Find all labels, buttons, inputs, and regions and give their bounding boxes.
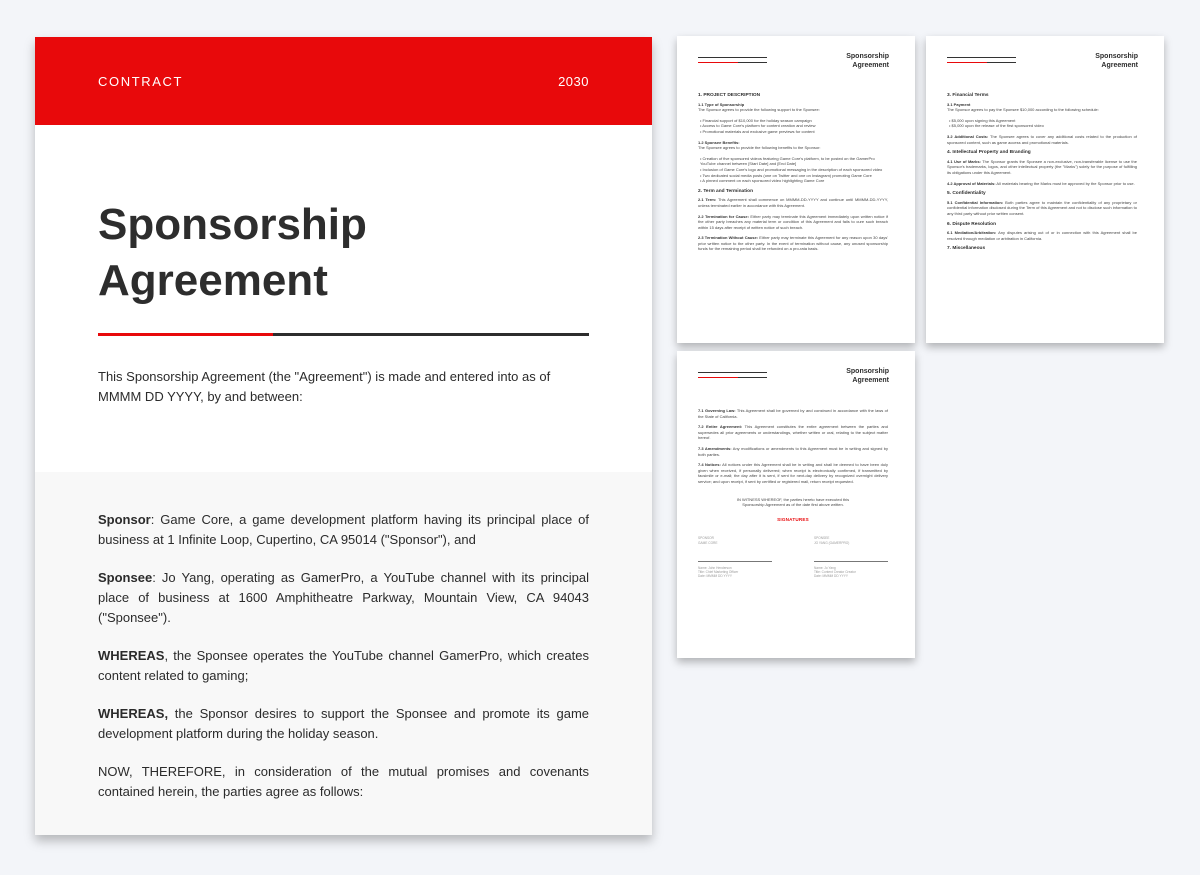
section-heading: 6. Dispute Resolution — [947, 221, 997, 227]
header-title-line-2: Agreement — [852, 62, 889, 69]
sponsee-text: : Jo Yang, operating as GamerPro, a YouTube channel with its principal place of business at 1600 Amphitheatre Parkway, Mountain View, CA 94043 ("Sponsee"). — [98, 570, 589, 625]
header-line-accent — [698, 62, 767, 63]
subsection-title: 1.1 Type of Sponsorship — [698, 101, 745, 107]
clause: 4.1 Use of Marks: The Sponsor grants the Sponsee a non-exclusive, non-transferable license to use the Sponsor's trademarks, logos, and other intellectual property (the "Marks") solely for the purpose of fulfilling its obligations under this Agreement. — [947, 158, 1137, 175]
whereas-text-1: , the Sponsee operates the YouTube channel GamerPro, which creates content related to gaming; — [98, 648, 589, 683]
header-line-dark — [698, 57, 767, 58]
sponsee-signature — [814, 536, 888, 578]
signature-block — [698, 536, 888, 578]
clause: 3.2 Additional Costs: The Sponsee agrees to cover any additional costs related to the production of sponsored content, such as game access and promotional materials. — [947, 133, 1137, 145]
signer-title: Title: Chief Marketing Officer — [698, 569, 739, 574]
sponsor-paragraph — [98, 510, 589, 550]
list-item: • $5,000 upon the release of the first sponsored video — [949, 123, 1044, 129]
page-body — [698, 93, 888, 252]
clause: 5.1 Confidential Information: Both parties agree to maintain the confidentiality of any proprietary or confidential information disclosed during the Term of this Agreement and not to disclose such information to any third party without prior written consent. — [947, 199, 1137, 216]
signer-name: Name: John Henderson — [698, 565, 732, 570]
section-heading: 5. Confidentiality — [947, 191, 986, 197]
preview-page-1 — [677, 36, 915, 343]
signature-line — [814, 561, 888, 562]
subsection-title: 1.2 Sponsee Benefits: — [698, 139, 740, 145]
signer-party: JO YANG (GAMERPRO) — [814, 540, 850, 545]
section-heading: 3. Financial Terms — [947, 93, 989, 98]
whereas-paragraph-2 — [98, 704, 589, 744]
intro-paragraph: This Sponsorship Agreement (the "Agreement") is made and entered into as of MMMM DD YYYY, by and between: — [98, 369, 551, 404]
header-band — [35, 37, 652, 125]
divider-accent — [98, 333, 273, 336]
header-line-dark — [698, 372, 767, 373]
title-divider — [98, 333, 589, 336]
sponsor-text: : Game Core, a game development platform having its principal place of business at 1 Infinite Loop, Cupertino, CA 95014 ("Sponsor"), and — [98, 512, 589, 547]
header-title-line-1: Sponsorship — [846, 53, 889, 60]
sponsor-signature — [698, 536, 772, 578]
subsection-title: 3.1 Payment — [947, 101, 971, 107]
list-item: • Access to Game Core's platform for content creation and review — [700, 123, 816, 129]
preview-page-3 — [677, 351, 915, 658]
title-line-1: Sponsorship — [98, 200, 367, 249]
clause: 2.2 Termination for Cause: Either party may terminate this Agreement immediately upon written notice if the other party breaches any material term or condition of this Agreement and fails to cure such breach within 15 days after receipt of written notice of such breach. — [698, 213, 888, 230]
clause: 4.2 Approval of Materials: All materials bearing the Marks must be approved by the Sponsor prior to use. — [947, 180, 1135, 186]
header-title-line-1: Sponsorship — [1095, 53, 1138, 60]
clause: 2.3 Termination Without Cause: Either party may terminate this Agreement for any reason upon 30 days' prior written notice to the other party. In the event of termination without cause, any unused sponsorship funds for the remaining period shall be refunded on a pro-rata basis. — [698, 235, 888, 252]
parties-section — [35, 472, 652, 835]
section-heading: 7. Miscellaneous — [947, 246, 986, 252]
subsection-text: The Sponsor agrees to provide the following support to the Sponsee: — [698, 107, 820, 113]
header-title — [1095, 52, 1138, 70]
band-label: CONTRACT — [98, 73, 184, 89]
page-body — [947, 93, 1137, 255]
page-body — [698, 408, 888, 578]
whereas-label-2: WHEREAS, — [98, 706, 169, 721]
clause: 7.3 Amendments: Any modifications or amendments to this Agreement must be in writing and signed by both parties. — [698, 445, 888, 457]
list-item: • $5,000 upon signing this Agreement — [949, 117, 1016, 123]
clause: 2.1 Term: This Agreement shall commence on MMMM-DD-YYYY and continue until MMMM-DD-YYYY, unless terminated earlier in accordance with this Agreement. — [698, 197, 888, 208]
list-item: • Financial support of $10,000 for the holiday season campaign — [700, 117, 812, 123]
band-year: 2030 — [558, 73, 589, 89]
signer-title: Title: Content Creator Creator — [814, 569, 856, 574]
therefore-paragraph: NOW, THEREFORE, in consideration of the mutual promises and covenants contained herein, the parties agree as follows: — [98, 764, 589, 799]
whereas-label-1: WHEREAS — [98, 648, 165, 663]
signer-party: GAME CORE — [698, 540, 718, 545]
list-item: • Creation of five sponsored videos featuring Game Core's platform, to be posted on the GamerPro YouTube channel between [Start Date] and [End Date] — [700, 155, 875, 167]
signatures-heading: SIGNATURES — [777, 516, 809, 522]
header-title-line-1: Sponsorship — [846, 368, 889, 375]
signer-date: Date: MMMM DD YYYY — [698, 573, 732, 578]
subsection-text: The Sponsor agrees to pay the Sponsee $10,000 according to the following schedule: — [947, 107, 1099, 113]
header-line-dark — [947, 57, 1016, 58]
section-heading: 4. Intellectual Property and Branding — [947, 150, 1031, 156]
section-heading: 1. PROJECT DESCRIPTION — [698, 93, 761, 98]
page-title — [98, 197, 548, 309]
clause: 7.1 Governing Law: This Agreement shall be governed by and construed in accordance with the laws of the State of California. — [698, 408, 888, 419]
list-item: • Inclusion of Game Core's logo and promotional messaging in the description of each sponsored video — [700, 166, 883, 172]
header-line-accent — [698, 377, 767, 378]
signer-date: Date: MMMM DD YYYY — [814, 573, 848, 578]
cover-page — [35, 37, 652, 835]
header-title-line-2: Agreement — [1101, 62, 1138, 69]
title-line-2: Agreement — [98, 256, 328, 305]
list-item: • Two dedicated social media posts (one on Twitter and one on Instagram) promoting Game Core — [700, 172, 872, 178]
header-title — [846, 52, 889, 70]
header-title-line-2: Agreement — [852, 377, 889, 384]
signer-name: Name: Jo Yang — [814, 565, 836, 570]
sponsee-paragraph — [98, 568, 589, 628]
list-item: • Promotional materials and exclusive game previews for content — [700, 128, 815, 134]
page-header — [926, 36, 1164, 78]
subsection-text: The Sponsee agrees to provide the following benefits to the Sponsor: — [698, 145, 821, 151]
page-header — [677, 36, 915, 78]
clause: 6.1 Mediation/Arbitration: Any disputes arising out of or in connection with this Agreement shall be resolved through mediation or arbitration in California. — [947, 230, 1137, 241]
preview-page-2 — [926, 36, 1164, 343]
signer-role: SPONSOR — [698, 536, 714, 541]
section-heading: 2. Term and Termination — [698, 188, 753, 194]
list-item: • A pinned comment on each sponsored video highlighting Game Core — [700, 178, 825, 184]
sponsee-label: Sponsee — [98, 570, 153, 585]
clause: 7.4 Notices: All notices under this Agreement shall be in writing and shall be deemed to have been duly given when received, if personally delivered; when receipt is electronically confirmed, if transmitted by facsimile or e-mail; the day after it is sent, if sent for next-day delivery by recognized overnight delivery service; and upon receipt, if sent by certified or registered mail, return receipt requested. — [698, 462, 889, 484]
sponsor-label: Sponsor — [98, 512, 151, 527]
clause: 7.2 Entire Agreement: This Agreement constitutes the entire agreement between the parties and supersedes all prior agreements or understandings, whether written or oral, relating to the subject matter hereof. — [698, 424, 888, 441]
witness-statement: IN WITNESS WHEREOF, the parties hereto have executed this Sponsorship Agreement as of the date first above written. — [736, 496, 850, 508]
whereas-paragraph-1 — [98, 646, 589, 686]
signer-role: SPONSEE — [814, 536, 830, 541]
whereas-text-2: the Sponsor desires to support the Sponsee and promote its game development platform during the holiday season. — [98, 706, 589, 741]
page-header — [677, 351, 915, 393]
header-line-accent — [947, 62, 1016, 63]
signature-line — [698, 561, 772, 562]
header-title — [846, 367, 889, 385]
